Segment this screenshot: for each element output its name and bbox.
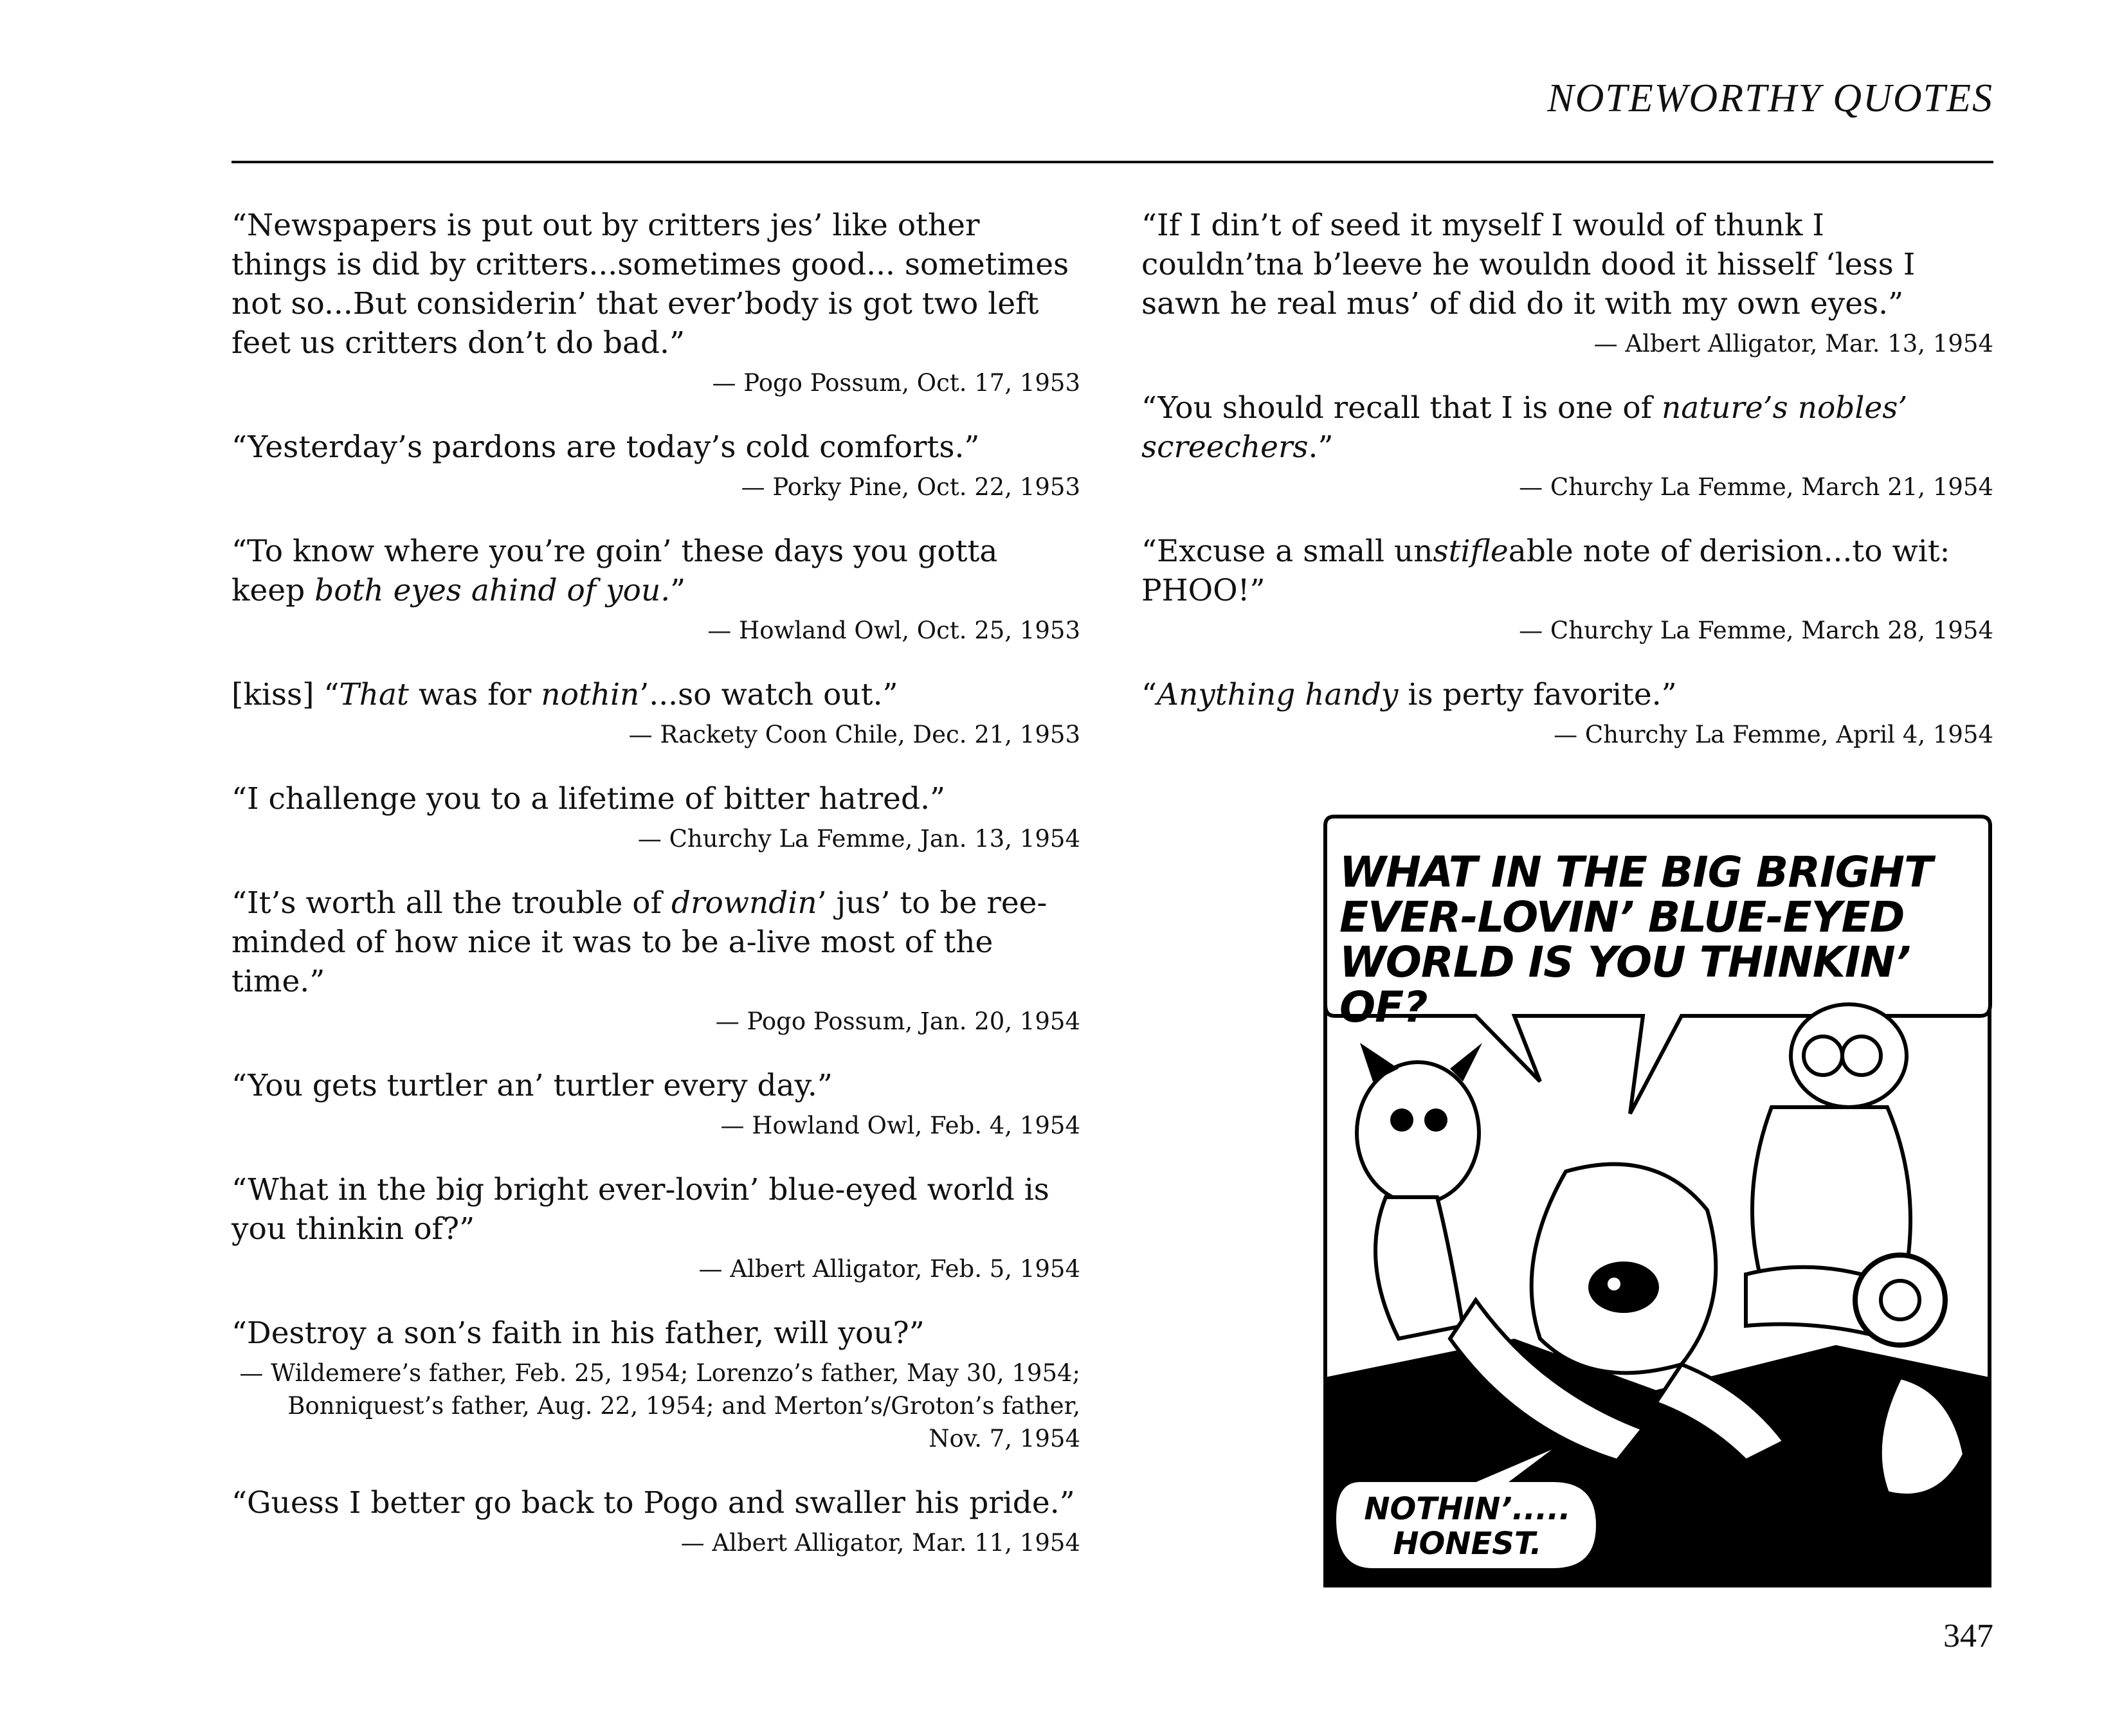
quote-fragment: able note of derision...to wit: PHOO!” xyxy=(1141,534,1950,608)
quote-fragment: was for xyxy=(408,677,541,712)
quote-emphasis: That xyxy=(339,677,409,712)
cartoon-balloon-bottom: NOTHIN’..... HONEST. xyxy=(1364,1491,1571,1562)
quote-text xyxy=(231,206,1080,363)
quote-attribution: — Churchy La Femme, March 21, 1954 xyxy=(1519,473,1993,501)
quote-emphasis: nothin xyxy=(541,677,640,712)
quote-fragment: “Newspapers is put out by critters jes’ like other things is did by critters...sometimes good... sometimes not so...But considerin’ that ever’body is got two left feet us critters don’t do bad.” xyxy=(231,208,1069,361)
quote-block xyxy=(231,675,1080,751)
quote-text xyxy=(231,1170,1080,1249)
quote-block xyxy=(231,1483,1080,1559)
quotes-column-left xyxy=(231,206,1080,1587)
quote-block xyxy=(1141,388,1993,503)
quote-emphasis: nature’s nobles’ screechers xyxy=(1141,390,1908,465)
quote-text xyxy=(231,1483,1080,1523)
quote-fragment: “What in the big bright ever-lovin’ blue-eyed world is you thinkin of?” xyxy=(231,1172,1049,1247)
quote-fragment: .” xyxy=(1308,429,1334,465)
cartoon-balloon-top: WHAT IN THE BIG BRIGHT EVER-LOVIN’ BLUE-EYED WORLD IS YOU THINKIN’ OF? xyxy=(1339,847,1933,1032)
quote-attribution: — Albert Alligator, Mar. 11, 1954 xyxy=(680,1529,1080,1557)
quote-emphasis: Anything handy xyxy=(1157,677,1399,712)
quote-attribution: — Pogo Possum, Jan. 20, 1954 xyxy=(715,1008,1080,1035)
quote-attribution: — Churchy La Femme, Jan. 13, 1954 xyxy=(637,825,1080,853)
quote-attribution: — Rackety Coon Chile, Dec. 21, 1953 xyxy=(628,721,1080,748)
quote-block xyxy=(231,532,1080,647)
quote-fragment: “Yesterday’s pardons are today’s cold comforts.” xyxy=(231,429,980,465)
quote-emphasis: stifle xyxy=(1433,534,1509,569)
quote-block xyxy=(231,206,1080,399)
quote-text xyxy=(1141,675,1993,714)
quote-fragment: “ xyxy=(1141,677,1157,712)
quote-fragment: “If I din’t of seed it myself I would of thunk I couldn’tna b’leeve he wouldn dood it hisself ‘less I sawn he real mus’ of did do it with my own eyes.” xyxy=(1141,208,1916,321)
quote-fragment: “You should recall that I is one of xyxy=(1141,390,1662,426)
quote-block xyxy=(1141,532,1993,647)
quote-fragment: [kiss] “ xyxy=(231,677,340,712)
quote-fragment: “Destroy a son’s faith in his father, will you?” xyxy=(231,1316,925,1351)
quotes-column-right xyxy=(1141,206,1993,779)
quote-fragment: ’...so watch out.” xyxy=(639,677,898,712)
quote-block xyxy=(231,428,1080,503)
running-head: NOTEWORTHY QUOTES xyxy=(1547,77,1993,120)
page-number: 347 xyxy=(1943,1618,1993,1654)
quote-text xyxy=(231,779,1080,818)
quote-fragment: is perty favorite.” xyxy=(1398,677,1677,712)
header-rule xyxy=(231,161,1993,163)
quote-block xyxy=(231,1170,1080,1285)
quote-text xyxy=(231,1066,1080,1105)
quote-fragment: ” xyxy=(670,573,686,608)
quote-attribution: — Pogo Possum, Oct. 17, 1953 xyxy=(712,369,1080,397)
quote-block xyxy=(231,779,1080,855)
quote-block xyxy=(231,883,1080,1038)
quote-emphasis: drowndin xyxy=(671,885,817,921)
quote-text xyxy=(1141,206,1993,323)
quote-text xyxy=(231,883,1080,1001)
quote-emphasis: both eyes ahind of you. xyxy=(314,573,671,608)
quote-attribution: — Howland Owl, Feb. 4, 1954 xyxy=(720,1112,1080,1139)
quote-fragment: “It’s worth all the trouble of xyxy=(231,885,671,921)
quote-text xyxy=(231,675,1080,714)
quote-fragment: “Guess I better go back to Pogo and swaller his pride.” xyxy=(231,1485,1075,1521)
quote-block xyxy=(231,1066,1080,1142)
quote-attribution: — Wildemere’s father, Feb. 25, 1954; Lorenzo’s father, May 30, 1954; Bonniquest’s father, Aug. 22, 1954; and Merton’s/Groton’s father, Nov. 7, 1954 xyxy=(239,1359,1080,1452)
quote-text xyxy=(1141,388,1993,467)
pogo-cartoon-panel xyxy=(1321,811,1993,1589)
quote-fragment: ’ jus’ to be ree-minded of how nice it was to be a-live most of the time.” xyxy=(231,885,1047,999)
quote-fragment: “You gets turtler an’ turtler every day.” xyxy=(231,1068,833,1103)
quote-fragment: “To know where you’re goin’ these days you gotta keep xyxy=(231,534,998,608)
quote-text xyxy=(1141,532,1993,610)
quote-attribution: — Albert Alligator, Mar. 13, 1954 xyxy=(1593,330,1993,357)
quote-text xyxy=(231,428,1080,467)
quote-fragment: “I challenge you to a lifetime of bitter hatred.” xyxy=(231,781,946,817)
quote-block xyxy=(1141,675,1993,751)
quote-attribution: — Porky Pine, Oct. 22, 1953 xyxy=(741,473,1080,501)
quote-text xyxy=(231,1314,1080,1353)
quote-text xyxy=(231,532,1080,610)
quote-block xyxy=(231,1314,1080,1455)
quote-attribution: — Churchy La Femme, April 4, 1954 xyxy=(1554,721,1993,748)
quote-fragment: “Excuse a small un xyxy=(1141,534,1433,569)
quote-attribution: — Howland Owl, Oct. 25, 1953 xyxy=(707,617,1080,644)
quote-block xyxy=(1141,206,1993,360)
quote-attribution: — Churchy La Femme, March 28, 1954 xyxy=(1519,617,1993,644)
quote-attribution: — Albert Alligator, Feb. 5, 1954 xyxy=(698,1255,1080,1283)
